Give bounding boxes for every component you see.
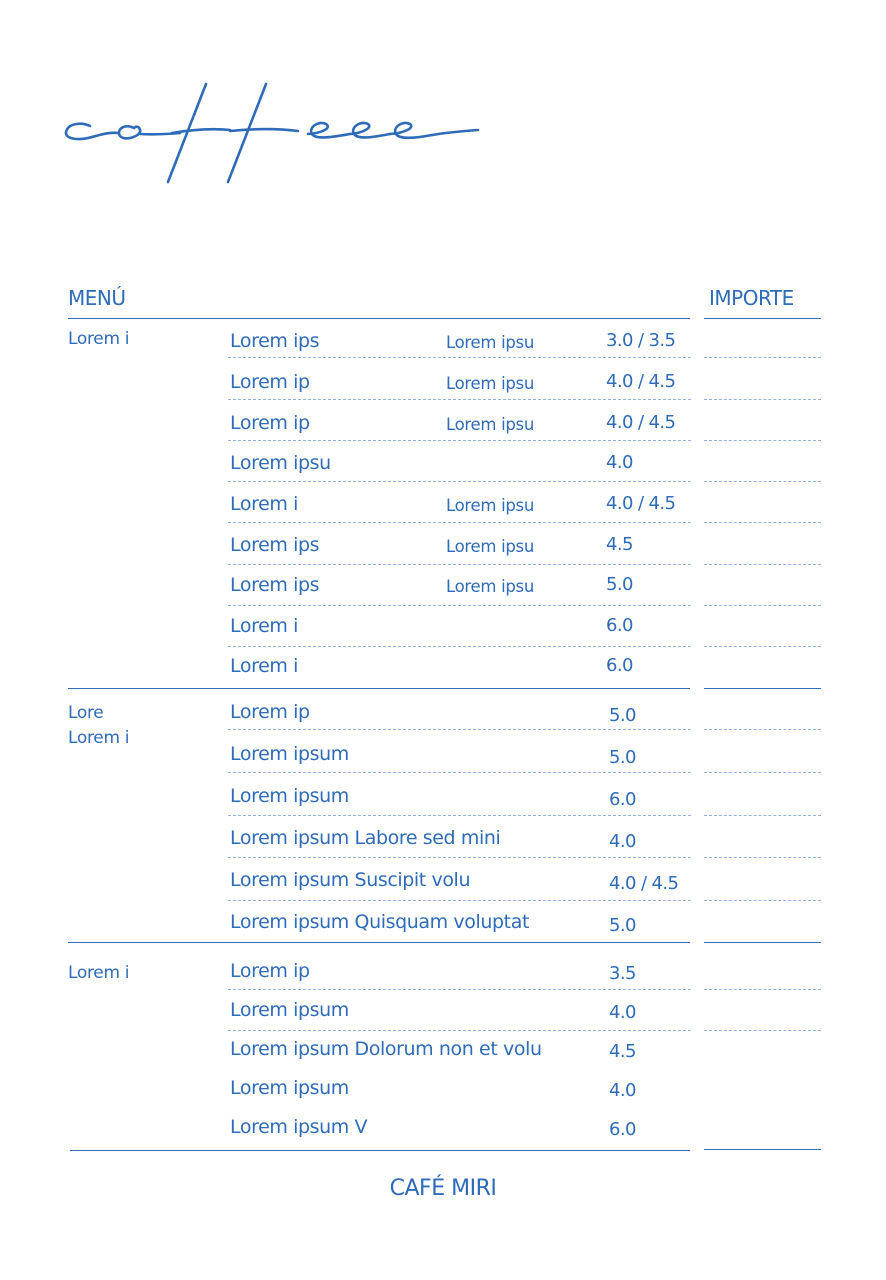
item-name: Lorem ipsum xyxy=(230,785,349,807)
menu-item-row xyxy=(230,1038,690,1068)
menu-item-row xyxy=(230,701,690,731)
menu-item-row xyxy=(230,615,690,645)
item-size: Lorem ipsu xyxy=(446,537,534,556)
importe-divider xyxy=(704,900,821,901)
section-rule xyxy=(68,942,690,943)
item-name: Lorem i xyxy=(230,615,298,637)
row-divider xyxy=(228,729,691,730)
item-name: Lorem ip xyxy=(230,371,310,393)
item-name: Lorem ipsum Labore sed mini xyxy=(230,827,501,849)
row-divider xyxy=(228,900,691,901)
importe-divider xyxy=(704,857,821,858)
menu-item-row xyxy=(230,330,690,360)
item-name: Lorem ip xyxy=(230,960,310,982)
importe-divider xyxy=(704,399,821,400)
importe-divider xyxy=(704,772,821,773)
item-size: Lorem ipsu xyxy=(446,333,534,352)
importe-divider xyxy=(704,815,821,816)
item-name: Lorem ips xyxy=(230,574,320,596)
importe-divider xyxy=(704,729,821,730)
item-price: 4.0 / 4.5 xyxy=(606,493,676,514)
importe-divider xyxy=(704,646,821,647)
item-size: Lorem ipsu xyxy=(446,415,534,434)
row-divider xyxy=(228,399,691,400)
item-name: Lorem ip xyxy=(230,701,310,723)
item-price: 5.0 xyxy=(609,915,636,936)
item-price: 4.0 / 4.5 xyxy=(606,371,676,392)
menu-item-row xyxy=(230,960,690,990)
item-name: Lorem ips xyxy=(230,534,320,556)
importe-divider xyxy=(704,522,821,523)
importe-divider xyxy=(704,481,821,482)
section-label xyxy=(68,961,129,986)
menu-item-row xyxy=(230,785,690,815)
menu-header: MENÚ xyxy=(68,286,126,310)
section-label xyxy=(68,327,129,352)
importe-header: IMPORTE xyxy=(709,286,794,310)
importe-divider xyxy=(704,989,821,990)
menu-item-row xyxy=(230,534,690,564)
item-name: Lorem ipsum Suscipit volu xyxy=(230,869,471,891)
row-divider xyxy=(228,815,691,816)
item-price: 4.5 xyxy=(606,534,633,555)
section-label-line: Lorem i xyxy=(68,329,130,349)
item-price: 6.0 xyxy=(606,655,633,676)
section-rule xyxy=(68,688,690,689)
item-price: 3.0 / 3.5 xyxy=(606,330,676,351)
menu-item-row xyxy=(230,869,690,899)
menu-item-row xyxy=(230,827,690,857)
row-divider xyxy=(228,605,691,606)
row-divider xyxy=(228,1030,691,1031)
row-divider xyxy=(228,564,691,565)
menu-item-row xyxy=(230,911,690,941)
menu-item-row xyxy=(230,371,690,401)
row-divider xyxy=(228,522,691,523)
header-rule-left xyxy=(68,318,690,319)
item-name: Lorem ipsum xyxy=(230,743,349,765)
row-divider xyxy=(228,772,691,773)
menu-item-row xyxy=(230,1116,690,1146)
row-divider xyxy=(228,857,691,858)
row-divider xyxy=(228,989,691,990)
importe-divider xyxy=(704,440,821,441)
row-divider xyxy=(228,440,691,441)
item-name: Lorem i xyxy=(230,655,298,677)
item-price: 4.0 xyxy=(606,452,633,473)
section-label-line: Lorem i xyxy=(68,963,130,983)
item-name: Lorem ipsum V xyxy=(230,1116,368,1138)
item-price: 4.0 / 4.5 xyxy=(606,412,676,433)
row-divider xyxy=(228,646,691,647)
section-label-line: Lore xyxy=(68,703,104,723)
menu-item-row xyxy=(230,574,690,604)
item-name: Lorem ipsum Quisquam voluptat xyxy=(230,911,529,933)
menu-item-row xyxy=(230,743,690,773)
item-name: Lorem ip xyxy=(230,412,310,434)
item-size: Lorem ipsu xyxy=(446,374,534,393)
item-price: 4.5 xyxy=(609,1041,636,1062)
item-price: 6.0 xyxy=(606,615,633,636)
section-rule xyxy=(70,1150,690,1151)
item-name: Lorem ips xyxy=(230,330,320,352)
item-price: 4.0 xyxy=(609,1080,636,1101)
menu-item-row xyxy=(230,452,690,482)
row-divider xyxy=(228,481,691,482)
menu-item-row xyxy=(230,493,690,523)
item-price: 4.0 xyxy=(609,1002,636,1023)
section-rule-importe xyxy=(704,688,821,689)
item-price: 6.0 xyxy=(609,1119,636,1140)
item-name: Lorem ipsum Dolorum non et volu xyxy=(230,1038,542,1060)
item-price: 4.0 xyxy=(609,831,636,852)
importe-divider xyxy=(704,605,821,606)
item-price: 4.0 / 4.5 xyxy=(609,873,679,894)
item-name: Lorem i xyxy=(230,493,298,515)
importe-divider xyxy=(704,1030,821,1031)
item-name: Lorem ipsum xyxy=(230,1077,349,1099)
header-rule-right xyxy=(704,318,821,319)
menu-item-row xyxy=(230,412,690,442)
item-price: 5.0 xyxy=(609,705,636,726)
item-price: 5.0 xyxy=(606,574,633,595)
item-name: Lorem ipsum xyxy=(230,999,349,1021)
importe-divider xyxy=(704,357,821,358)
item-size: Lorem ipsu xyxy=(446,496,534,515)
importe-divider xyxy=(704,564,821,565)
section-rule-importe xyxy=(704,942,821,943)
footer-brand: CAFÉ MIRI xyxy=(389,1176,497,1201)
coffee-script-logo xyxy=(60,78,490,190)
section-rule-importe xyxy=(704,1149,821,1150)
menu-item-row xyxy=(230,655,690,685)
item-size: Lorem ipsu xyxy=(446,577,534,596)
item-price: 6.0 xyxy=(609,789,636,810)
item-name: Lorem ipsu xyxy=(230,452,331,474)
menu-item-row xyxy=(230,1077,690,1107)
item-price: 5.0 xyxy=(609,747,636,768)
menu-item-row xyxy=(230,999,690,1029)
row-divider xyxy=(228,357,691,358)
item-price: 3.5 xyxy=(609,963,636,984)
section-label-line: Lorem i xyxy=(68,728,130,748)
section-label xyxy=(68,701,129,751)
